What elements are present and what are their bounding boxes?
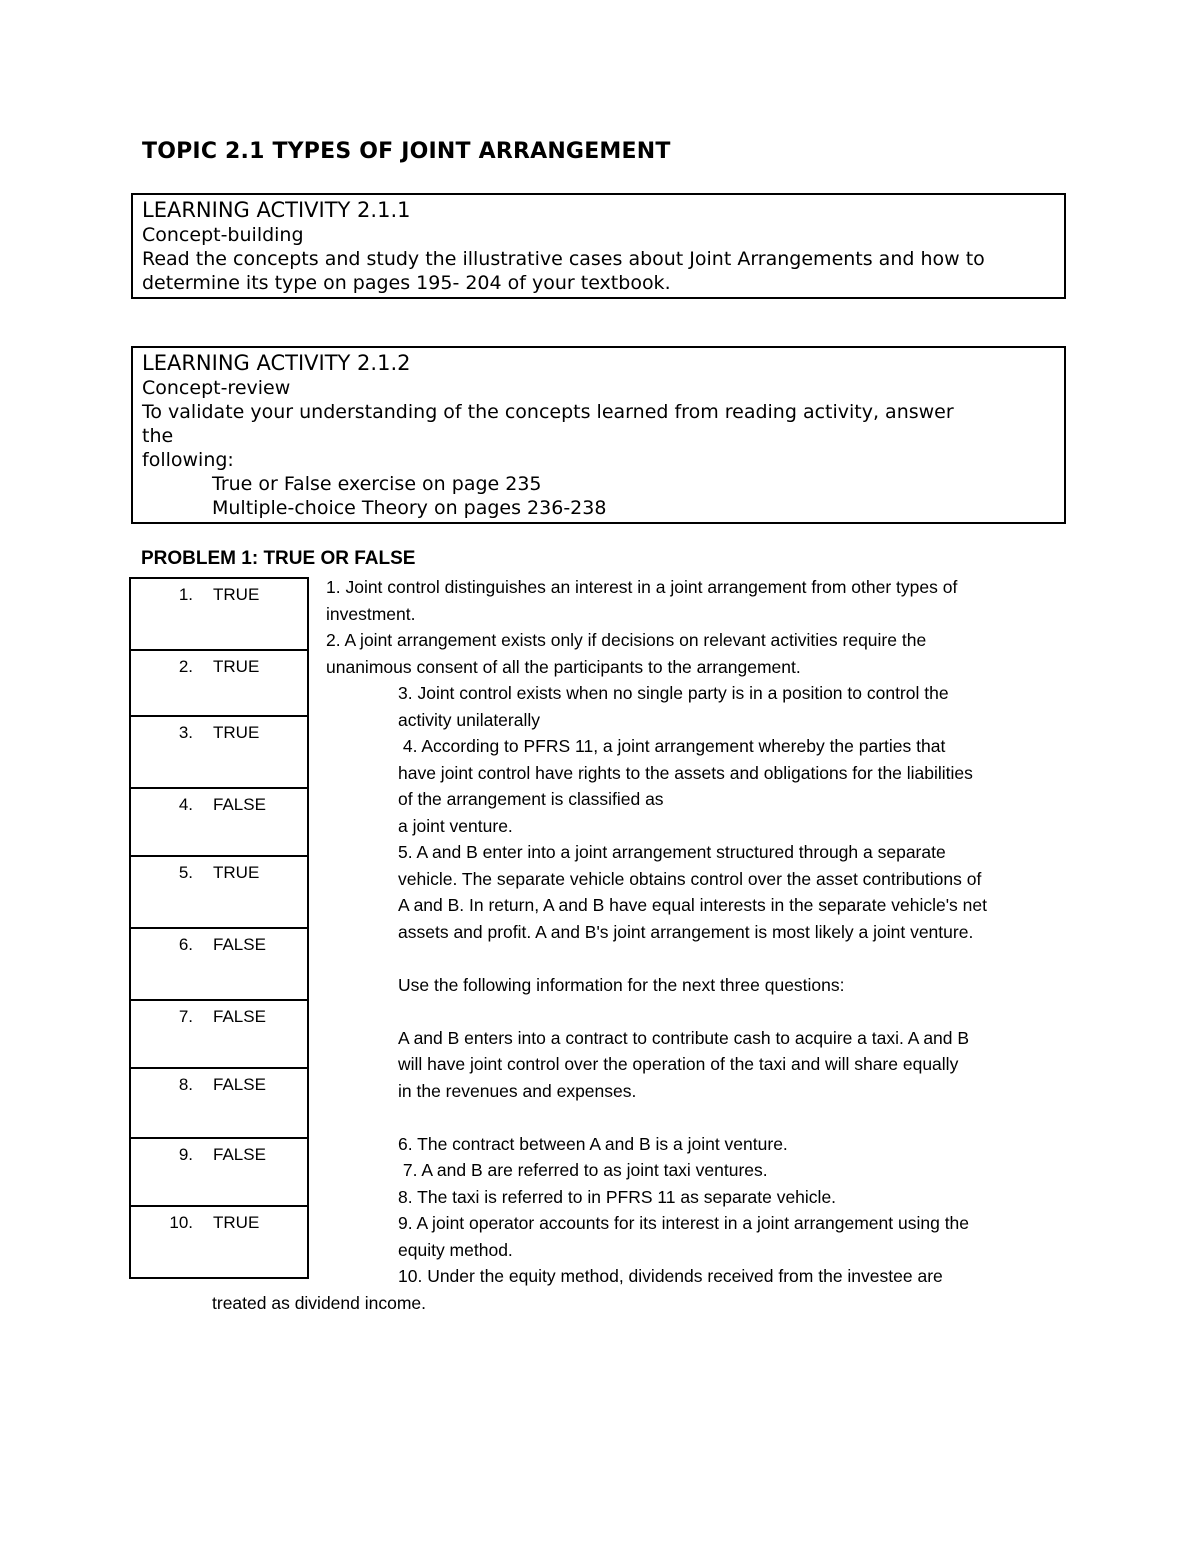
question-line: of the arrangement is classified as — [398, 789, 664, 809]
page-title: TOPIC 2.1 TYPES OF JOINT ARRANGEMENT — [142, 139, 671, 164]
answer-cell — [130, 1068, 308, 1138]
question-line: have joint control have rights to the assets and obligations for the liabilities — [398, 762, 973, 783]
answer-value: TRUE — [213, 863, 260, 882]
answer-row — [130, 1138, 308, 1206]
info-line: A and B enters into a contract to contribute cash to acquire a taxi. A and B — [398, 1027, 970, 1048]
answer-row — [130, 856, 308, 928]
answer-value: TRUE — [213, 1213, 260, 1232]
question-line: assets and profit. A and B's joint arrangement is most likely a joint venture. — [398, 921, 974, 942]
answer-row — [130, 578, 308, 650]
answer-value: FALSE — [213, 1075, 266, 1094]
question-line: 5. A and B enter into a joint arrangement structured through a separate — [398, 842, 946, 862]
answer-value: FALSE — [213, 1007, 266, 1026]
question-line: activity unilaterally — [398, 709, 540, 730]
answer-value: TRUE — [213, 723, 260, 742]
answer-cell — [130, 856, 308, 928]
question-line: investment. — [326, 603, 416, 624]
question-line: 9. A joint operator accounts for its interest in a joint arrangement using the — [398, 1213, 970, 1233]
activity-instruction-line: following: — [142, 449, 234, 471]
question-line: 8. The taxi is referred to in PFRS 11 as separate vehicle. — [398, 1186, 837, 1207]
answer-cell — [130, 788, 308, 856]
answer-number: 10. — [169, 1213, 193, 1232]
answer-value: TRUE — [213, 657, 260, 676]
question-line: a joint venture. — [398, 815, 513, 836]
question-line: vehicle. The separate vehicle obtains control over the asset contributions of — [398, 868, 982, 889]
answer-row — [130, 928, 308, 1000]
answer-number: 5. — [178, 863, 193, 882]
answer-row — [130, 1206, 308, 1278]
activity-instruction-line: Read the concepts and study the illustrative cases about Joint Arrangements and how to — [142, 248, 985, 270]
question-line: 1. Joint control distinguishes an interest in a joint arrangement from other types of — [326, 577, 958, 597]
answer-cell — [130, 578, 308, 650]
answer-cell — [130, 716, 308, 788]
answer-cell — [130, 1206, 308, 1278]
answer-number: 4. — [178, 795, 193, 814]
learning-activity-box-1 — [131, 193, 1066, 299]
activity-title: LEARNING ACTIVITY 2.1.1 — [142, 198, 411, 222]
answer-number: 7. — [178, 1007, 193, 1026]
question-line: 6. The contract between A and B is a joint venture. — [398, 1133, 788, 1154]
answer-number: 2. — [178, 657, 193, 676]
answer-value: FALSE — [213, 795, 266, 814]
activity-task-item: Multiple-choice Theory on pages 236-238 — [212, 497, 607, 519]
answer-number: 9. — [178, 1145, 193, 1164]
question-line: 3. Joint control exists when no single party is in a position to control the — [398, 683, 949, 703]
question-line: 7. A and B are referred to as joint taxi ventures. — [398, 1160, 768, 1180]
question-line: treated as dividend income. — [212, 1292, 427, 1313]
learning-activity-box-2 — [131, 346, 1066, 524]
problem-title: PROBLEM 1: TRUE OR FALSE — [141, 548, 416, 569]
info-intro: Use the following information for the next three questions: — [398, 974, 845, 995]
answer-number: 6. — [178, 935, 193, 954]
activity-task-item: True or False exercise on page 235 — [212, 473, 542, 495]
answer-row — [130, 788, 308, 856]
answer-table — [129, 577, 309, 1279]
answer-value: FALSE — [213, 1145, 266, 1164]
answer-row — [130, 716, 308, 788]
answer-number: 3. — [178, 723, 193, 742]
answer-row — [130, 1068, 308, 1138]
answer-cell — [130, 1000, 308, 1068]
spacer — [326, 1104, 1066, 1131]
spacer — [326, 945, 1066, 972]
info-line: in the revenues and expenses. — [398, 1080, 637, 1101]
answer-cell — [130, 928, 308, 1000]
spacer — [326, 998, 1066, 1025]
activity-instruction-line: the — [142, 425, 174, 447]
activity-instruction-line: determine its type on pages 195- 204 of your textbook. — [142, 272, 671, 294]
answer-value: TRUE — [213, 585, 260, 604]
answer-cell — [130, 1138, 308, 1206]
info-line: will have joint control over the operation of the taxi and will share equally — [398, 1054, 959, 1074]
answer-value: FALSE — [213, 935, 266, 954]
question-line: equity method. — [398, 1239, 513, 1260]
answer-row — [130, 650, 308, 716]
answer-cell — [130, 650, 308, 716]
question-line: 10. Under the equity method, dividends received from the investee are — [398, 1266, 943, 1286]
answer-number: 1. — [178, 585, 193, 604]
activity-subtitle: Concept-building — [142, 224, 304, 246]
activity-instruction-line: To validate your understanding of the concepts learned from reading activity, answer — [142, 401, 954, 423]
answer-row — [130, 1000, 308, 1068]
question-line: A and B. In return, A and B have equal interests in the separate vehicle's net — [398, 895, 988, 915]
answer-number: 8. — [178, 1075, 193, 1094]
question-line: 4. According to PFRS 11, a joint arrangement whereby the parties that — [398, 736, 946, 756]
question-line: 2. A joint arrangement exists only if decisions on relevant activities require the — [326, 630, 927, 650]
activity-subtitle: Concept-review — [142, 377, 291, 399]
activity-title: LEARNING ACTIVITY 2.1.2 — [142, 351, 411, 375]
question-line: unanimous consent of all the participants to the arrangement. — [326, 656, 801, 677]
